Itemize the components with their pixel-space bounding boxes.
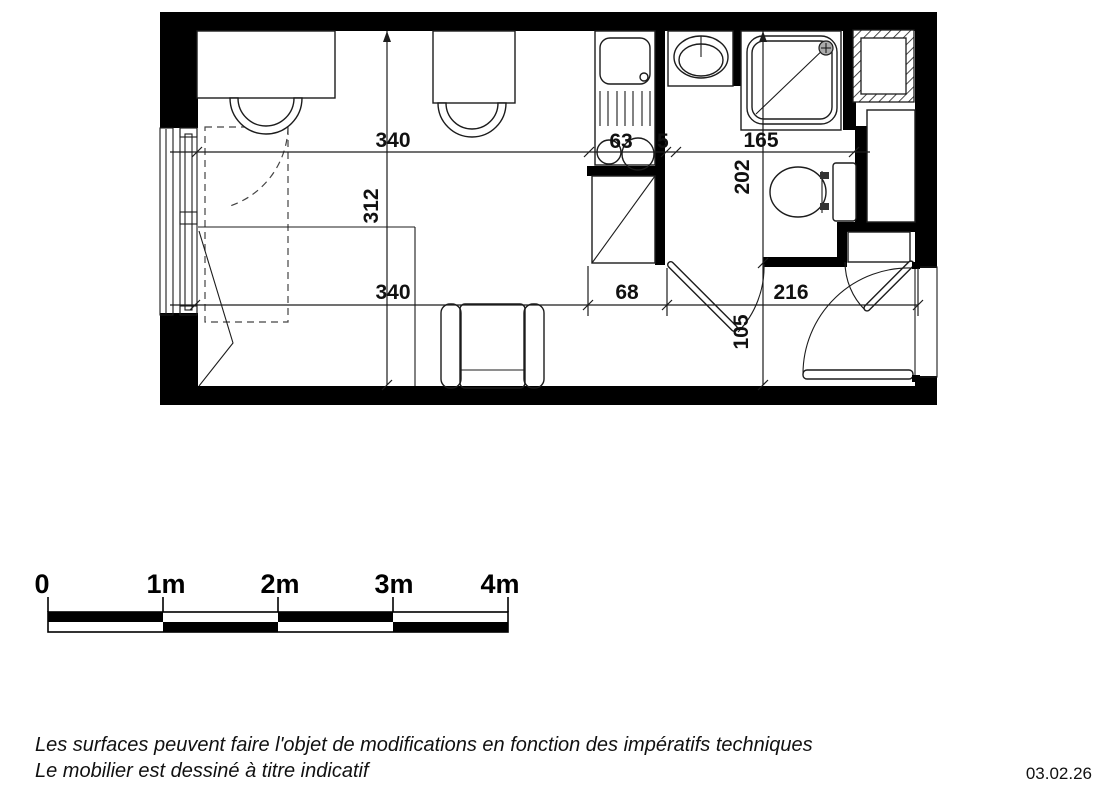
scale-label-3m: 3m (374, 569, 414, 599)
scale-label-4m: 4m (480, 569, 520, 599)
dimension-entry-width: 216 (773, 281, 809, 304)
kitchen-sink (600, 38, 650, 84)
desk-center (433, 31, 515, 103)
dimension-kitchenette-width: 63 (609, 130, 633, 153)
dimension-main-width-top: 340 (375, 129, 411, 152)
dimension-partition: 5 (657, 130, 669, 153)
washbasin (668, 31, 733, 86)
dimension-closet-width: 68 (615, 281, 639, 304)
entry-cupboard (848, 232, 910, 262)
refrigerator-unit (592, 176, 655, 263)
dimension-main-depth: 312 (360, 188, 383, 224)
dimension-entry-depth: 105 (730, 314, 753, 350)
toilet (770, 163, 856, 221)
scale-label-2m: 2m (260, 569, 300, 599)
footnotes (35, 734, 813, 782)
sink-drainer (600, 91, 650, 126)
armchair (441, 304, 544, 388)
scale-label-0: 0 (34, 569, 50, 599)
note-line-1: Les surfaces peuvent faire l'objet de modifications en fonction des impératifs techniques (35, 734, 813, 756)
entrance-door (803, 262, 937, 382)
scale-bar (34, 569, 519, 632)
shower-drain (819, 41, 833, 55)
dimension-bathroom-width: 165 (743, 129, 779, 152)
technical-shaft (853, 30, 914, 102)
revision-date: 03.02.26 (1025, 764, 1092, 783)
dimension-main-width-bottom: 340 (375, 281, 411, 304)
bed (198, 227, 415, 386)
dimension-labels (360, 129, 809, 350)
shower (741, 31, 841, 130)
note-line-2: Le mobilier est dessiné à titre indicatif (35, 760, 369, 782)
scale-label-1m: 1m (146, 569, 186, 599)
window (160, 128, 197, 315)
dimension-bathroom-depth: 202 (731, 159, 754, 195)
desk-chair-left (230, 98, 302, 134)
duct-closet (867, 110, 915, 222)
desk-chair-center (438, 103, 506, 137)
desk-left (197, 31, 335, 98)
